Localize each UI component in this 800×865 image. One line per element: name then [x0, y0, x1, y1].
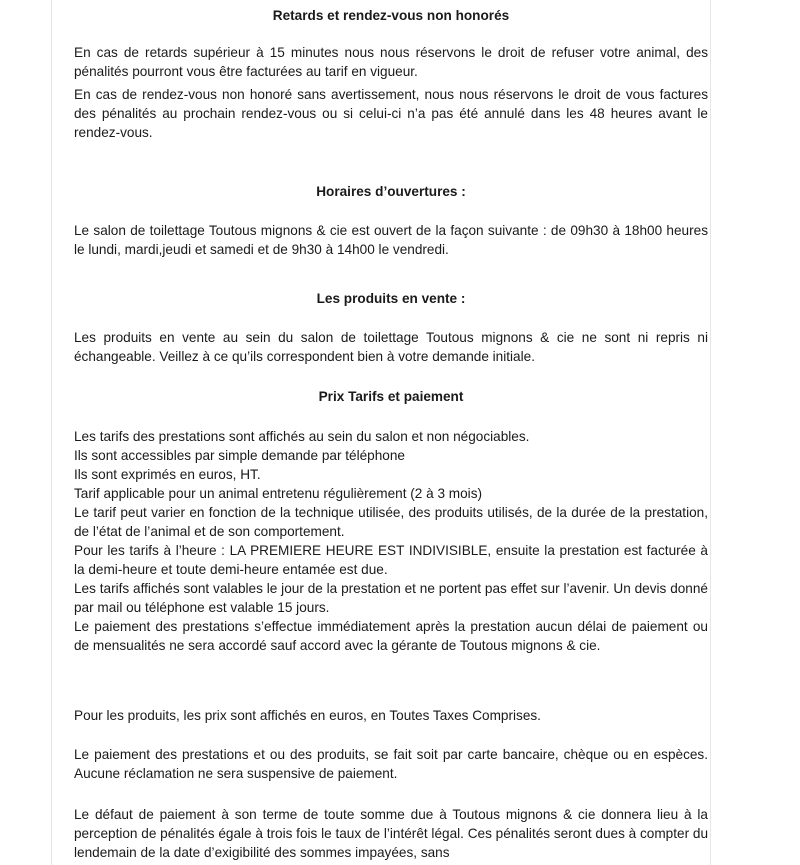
prix-line: Ils sont accessibles par simple demande par téléphone [74, 448, 405, 463]
section-title-prix: Prix Tarifs et paiement [318, 389, 464, 404]
paragraph-prix-variation: Le tarif peut varier en fonction de la technique utilisée, des produits utilisés, de la durée de la prestation, de l’état de l’animal et de son comportement. [74, 505, 708, 539]
paragraph-produits: Les produits en vente au sein du salon de toilettage Toutous mignons & cie ne sont ni repris ni échangeable. Veillez à ce qu’ils correspondent bien à votre demande initiale. [74, 330, 708, 364]
document-page [52, 0, 710, 865]
paragraph-retards-2: En cas de rendez-vous non honoré sans avertissement, nous nous réservons le droit de vous factures des pénalités au prochain rendez-vous ou si celui-ci n’a pas été annulé dans les 48 heures avant le rendez-vous. [74, 87, 708, 140]
paragraph-prix-devis: Les tarifs affichés sont valables le jour de la prestation et ne portent pas effet sur l’avenir. Un devis donné par mail ou téléphone est valable 15 jours. [74, 581, 708, 615]
prix-line: Tarif applicable pour un animal entretenu régulièrement (2 à 3 mois) [74, 486, 483, 501]
paragraph-prix-moyens: Le paiement des prestations et ou des produits, se fait soit par carte bancaire, chèque ou en espèces. Aucune réclamation ne sera suspensive de paiement. [74, 747, 708, 781]
paragraph-prix-heure: Pour les tarifs à l’heure : LA PREMIERE HEURE EST INDIVISIBLE, ensuite la prestation est facturée à la demi-heure et toute demi-heure entamée est due. [74, 543, 708, 577]
section-title-retards: Retards et rendez-vous non honorés [272, 8, 510, 23]
paragraph-retards-1: En cas de retards supérieur à 15 minutes nous nous réservons le droit de refuser votre animal, des pénalités pourront vous être facturées au tarif en vigueur. [74, 45, 708, 79]
prix-line: Ils sont exprimés en euros, HT. [74, 467, 261, 482]
paragraph-prix-paiement: Le paiement des prestations s’effectue immédiatement après la prestation aucun délai de paiement ou de mensualités ne sera accordé sauf accord avec la gérante de Toutous mignons & cie. [74, 619, 708, 653]
paragraph-prix-produits: Pour les produits, les prix sont affichés en euros, en Toutes Taxes Comprises. [74, 708, 541, 723]
section-title-produits: Les produits en vente : [316, 291, 466, 306]
prix-line: Les tarifs des prestations sont affichés au sein du salon et non négociables. [74, 429, 530, 444]
paragraph-horaires: Le salon de toilettage Toutous mignons & cie est ouvert de la façon suivante : de 09h30 à 18h00 heures le lundi, mardi,jeudi et samedi et de 9h30 à 14h00 le vendredi. [74, 223, 708, 257]
prix-lines [74, 427, 708, 655]
section-title-horaires: Horaires d’ouvertures : [316, 184, 466, 199]
paragraph-prix-defaut: Le défaut de paiement à son terme de toute somme due à Toutous mignons & cie donnera lieu à la perception de pénalités égale à trois fois le taux de l’intérêt légal. Ces pénalités seront dues à compter du lendemain de la date d’exigibilité des sommes impayées, sans [74, 807, 709, 860]
